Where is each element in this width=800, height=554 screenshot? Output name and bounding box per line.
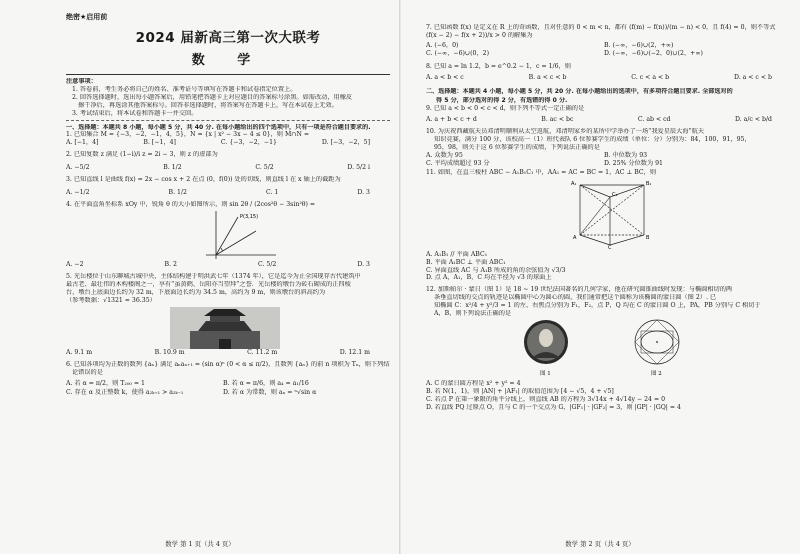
option-a: A. −2 xyxy=(66,261,84,269)
figure-2-caption: 图 2 xyxy=(651,371,662,378)
option-c: C. 异面直线 AC 与 A₁B 所成的角的余弦值为 √3/3 xyxy=(426,266,566,274)
section-2-line: 得 5 分，部分选对的得 2 分，有选错的得 0 分. xyxy=(436,97,568,105)
option-a: A. 众数为 95 xyxy=(426,152,463,159)
edge-a1c1 xyxy=(580,185,610,197)
question-4: 4. 在平面直角坐标系 xOy 中，锐角 θ 的大小如图所示，则 sin 2θ / (2cos²θ − 3sin²θ) = xyxy=(66,201,316,209)
option-c: C. {−3，−2，−1} xyxy=(220,139,277,147)
option-a: A. A₁B₁ // 平面 ABC₁ xyxy=(426,250,488,258)
question-12 xyxy=(426,286,792,318)
option-c: C. ab < cd xyxy=(637,116,671,124)
question-5-line: （参考数据：√1321 ≈ 36.35） xyxy=(66,297,156,305)
question-9-options xyxy=(426,116,792,124)
prism-diagram xyxy=(566,177,666,249)
confidential-label: 绝密★启用前 xyxy=(66,13,108,21)
terminal-ray xyxy=(216,217,238,255)
option-c: C. c < a < b xyxy=(631,73,670,81)
question-4-figure xyxy=(66,209,390,261)
notes-list xyxy=(66,86,390,118)
monge-circle-diagram xyxy=(626,318,688,378)
note-line: 1. 答卷前，考生务必将自己的姓名、准考证号等填写在答题卡和试卷指定位置上。 xyxy=(72,85,297,93)
option-a: A. [−1，4] xyxy=(66,139,99,147)
tower-roof-lower xyxy=(198,321,252,331)
notes-heading: 注意事项： xyxy=(66,78,97,85)
question-12-line: 知椭圆 C：x²/4 + y²/3 = 1 的左、右焦点分别为 F₁，F₂，点 P，Q 均在 C 的蒙日圆 O 上，PA，PB 分别与 C 相切于 xyxy=(434,302,761,310)
portrait-face xyxy=(539,329,553,347)
question-10-line: 10. 为庆祝西藏航天员邓清明顺利从太空返航，邓清明家乡的某所中学举办了一场“我爱星辰大海”航天 xyxy=(426,128,705,136)
option-c: C. 5/2 xyxy=(257,261,277,269)
monge-portrait xyxy=(516,318,576,378)
question-2: 2. 已知复数 z 满足 (1−i)/i z = 2i − 3，则 z 的虚部为 xyxy=(66,151,218,159)
vertex-label: B₁ xyxy=(646,180,652,187)
option-a: A. −1/2 xyxy=(66,189,90,197)
angle-diagram xyxy=(176,209,296,261)
angle-arc xyxy=(221,248,223,251)
question-11-options xyxy=(426,251,792,283)
option-a: A. 9.1 m xyxy=(66,349,93,357)
figure-1-caption: 图 1 xyxy=(540,371,551,378)
question-12-options xyxy=(426,380,792,412)
edge-cb xyxy=(610,235,644,245)
option-c: C. 11.2 m xyxy=(247,349,278,357)
option-b: B. 1/2 xyxy=(168,189,187,197)
option-d: D. 5/2 i xyxy=(347,164,370,172)
note-line: 擦干净后，再选涂其他答案标号。回答非选择题时，将答案写在答题卡上，写在本试卷上无效。 xyxy=(78,101,338,109)
question-10-line: 知识竞赛，满分 100 分，该校高一（1）班代表队 6 位参赛学生的成绩（单位：分）分别为：84，100，91，95， xyxy=(434,136,751,144)
option-d: D. 若直线 PQ 过原点 O，且与 C 的一个交点为 G，|GF₁| · |GF₂| = 3，则 |GP| · |GQ| = 4 xyxy=(426,403,681,411)
point-label: P(3,15) xyxy=(240,214,259,221)
question-2-options xyxy=(66,164,390,172)
option-d: D. 25% 分位数为 91 xyxy=(604,160,663,168)
option-d: D. 3 xyxy=(357,189,370,197)
option-b: B. 10.9 m xyxy=(154,349,185,357)
reference-ray xyxy=(216,231,256,255)
question-5-options xyxy=(66,349,390,357)
option-d: D. a/c < b/d xyxy=(734,116,772,124)
question-7-options xyxy=(426,42,792,59)
question-9: 9. 已知 a < b < 0 < c < d，则下列不等式一定正确的是 xyxy=(426,105,585,113)
option-c: C. 5/2 xyxy=(255,164,274,172)
question-12-line: 条垂直切线的交点的轨迹是以椭圆中心为圆心的圆，我们通常把这个圆称为该椭圆的蒙日圆（图 2）. 已 xyxy=(434,294,717,302)
option-d: D. 12.1 m xyxy=(339,349,370,357)
question-7 xyxy=(426,24,792,40)
question-5-figure xyxy=(66,305,390,349)
center-point xyxy=(656,341,658,343)
option-d: D. [−3，−2，5] xyxy=(321,139,370,147)
option-b: B. [−1，4] xyxy=(143,139,176,147)
option-b: B. 中位数为 93 xyxy=(604,152,648,159)
option-d: D. 点 A，A₁，B，C 均在半径为 √3 的球面上 xyxy=(426,274,552,282)
option-a: A. (−6，0) xyxy=(426,41,459,49)
page-1-footer: 数学 第 1 页（共 4 页） xyxy=(165,540,235,548)
title-rule xyxy=(66,74,390,75)
question-12-line: A，B，则下列说法正确的是 xyxy=(434,310,512,318)
option-a: A. C 的蒙日圆方程是 x² + y² = 4 xyxy=(426,380,521,388)
vertex-label: A₁ xyxy=(571,180,577,187)
question-6-line: 论错误的是 xyxy=(72,369,103,377)
vertex-label: C xyxy=(608,244,612,249)
option-d: D. (−∞，−6)∪(−2，0)∪(2，+∞) xyxy=(604,50,703,58)
tower-gate xyxy=(219,339,231,349)
question-4-options xyxy=(66,261,390,269)
question-3: 3. 已知直线 l 是曲线 f(x) = 2x − cos x + 2 在点 (0，f(0)) 处的切线，则直线 l 在 x 轴上的截距为 xyxy=(66,176,341,184)
question-5-line: 5. 光岳楼位于山东聊城古城中央，主体结构建于明洪武七年（1374 年），它是迄今为止全国现存古代建筑中 xyxy=(66,273,361,281)
option-a: A. 若 α = π/2，则 T₂₀₀ = 1 xyxy=(66,380,145,388)
question-1-options xyxy=(66,139,390,147)
question-5-line: 最古老、最壮伟的木构楼阁之一，享有“虽黄鹤、岳阳亦当望拜”之誉．光岳楼的墩台为砖石砌成的正四棱 xyxy=(66,281,351,289)
option-c: C. 存在 α 及正整数 k，使得 a₂ₖ₊₁ > a₂ₖ₋₁ xyxy=(66,388,184,396)
notes-rule xyxy=(66,120,390,121)
section-2-line: 二、选择题：本题共 4 小题，每小题 5 分，共 20 分. 在每小题给出的选项中，有多项符合题目要求. 全部选对的 xyxy=(426,87,733,95)
question-1: 1. 已知集合 M = {−3，−2，−1，4，5}，N = {x | x² − 3x − 4 ≤ 0}，则 M∩N = xyxy=(66,131,310,139)
option-d: D. 3 xyxy=(357,261,370,269)
question-8: 8. 已知 a = ln 1.2，b = e^0.2 − 1，c = 1/6，则 xyxy=(426,62,571,70)
option-b: B. 2 xyxy=(164,261,177,269)
question-10-options xyxy=(426,152,792,169)
option-b: B. a < c < b xyxy=(528,73,567,81)
option-a: A. a + b < c + d xyxy=(426,116,477,124)
question-11: 11. 如图，在直三棱柱 ABC − A₁B₁C₁ 中，AA₁ = AC = BC = 1，AC ⊥ BC，则 xyxy=(426,168,657,176)
question-12-figures xyxy=(426,318,792,380)
section-1-heading: 一、选择题：本题共 8 小题，每小题 5 分，共 40 分. 在每小题给出的四个选项中，只有一项是符合题目要求的. xyxy=(66,123,371,131)
note-line: 3. 考试结束后，将本试卷和答题卡一并交回。 xyxy=(72,109,198,117)
option-c: C. 平均成绩超过 93 分 xyxy=(426,160,490,168)
question-8-options xyxy=(426,74,792,82)
exam-title: 2024 届新高三第一次大联考 xyxy=(135,30,321,46)
edge-ac xyxy=(580,235,610,245)
question-11-figure xyxy=(426,177,792,251)
option-b: B. 若 N(1，1)，则 |AN| + |AF₁| 的取值范围为 [4 − √5，4 + √5] xyxy=(426,388,614,396)
question-12-line: 12. 加斯帕尔 · 蒙日（图 1）是 18 ~ 19 世纪法国著名的几何学家，他在研究圆锥曲线时发现：与椭圆相切的两 xyxy=(426,286,733,294)
vertex-label: A xyxy=(573,234,577,241)
question-6-options xyxy=(66,380,390,397)
option-b: B. (−∞，−6)∪(2，+∞) xyxy=(604,41,674,49)
option-b: B. 若 α = π/6，则 a₄ = a₁/16 xyxy=(223,380,309,388)
option-a: A. −5/2 xyxy=(66,164,90,172)
question-10 xyxy=(426,128,792,152)
option-c: C. 若点 P 在第一象限的角平分线上，则直线 AB 的方程为 3√14x + 4√14y − 24 = 0 xyxy=(426,396,666,404)
option-c: C. (−∞，−6)∪(0，2) xyxy=(426,50,489,58)
note-line: 2. 回答选择题时，选出每小题答案后，用铅笔把答题卡上对应题目的答案标号涂黑。如需改动，用橡皮 xyxy=(72,93,353,101)
question-7-line: 7. 已知函数 f(x) 是定义在 R 上的奇函数，且对任意的 0 < m < n，都有 (f(m) − f(n))/(m − n) < 0，且 f(4) = 0，则不等式 xyxy=(426,24,776,31)
option-b: B. ac < bc xyxy=(541,116,574,124)
question-5-line: 台，墩台上底面边长约为 32 m，下底面边长约为 34.5 m，高约为 9 m，则该墩台的斜高约为 xyxy=(66,289,326,297)
question-6 xyxy=(66,361,390,377)
tower-upper xyxy=(210,315,240,322)
page-2-footer: 数学 第 2 页（共 4 页） xyxy=(565,540,635,548)
option-a: A. a < b < c xyxy=(426,73,464,81)
section-2-heading xyxy=(426,88,792,106)
tower-photo xyxy=(170,307,280,349)
subject-title: 数 学 xyxy=(191,53,265,68)
vertex-label: B xyxy=(646,234,650,241)
option-c: C. 1 xyxy=(265,189,279,197)
question-5 xyxy=(66,273,390,305)
question-7-line: (f(x − 2) − f(x + 2))/x > 0 的解集为 xyxy=(426,31,533,39)
option-d: D. a < c < b xyxy=(733,73,772,81)
option-b: B. 1/2 xyxy=(163,164,182,172)
option-b: B. 平面 A₁BC ⊥ 平面 ABC₁ xyxy=(426,258,506,266)
page-2 xyxy=(400,0,800,554)
question-10-line: 95，98，则关于这 6 位参赛学生的成绩，下列说法正确的是 xyxy=(434,144,600,152)
diag-ac1 xyxy=(580,197,610,235)
question-6-line: 6. 已知各项均为正数的数列 {aₙ} 满足 aₙaₙ₊₁ = (sin α)ⁿ (0 < α ≤ π/2)，且数列 {aₙ} 的前 n 项积为 Tₙ，则下列结 xyxy=(66,361,390,369)
option-d: D. 若 α 为常数，则 aₙ = ⁿ√sin α xyxy=(223,388,317,396)
vertex-label: C₁ xyxy=(612,191,618,198)
question-3-options xyxy=(66,189,390,197)
